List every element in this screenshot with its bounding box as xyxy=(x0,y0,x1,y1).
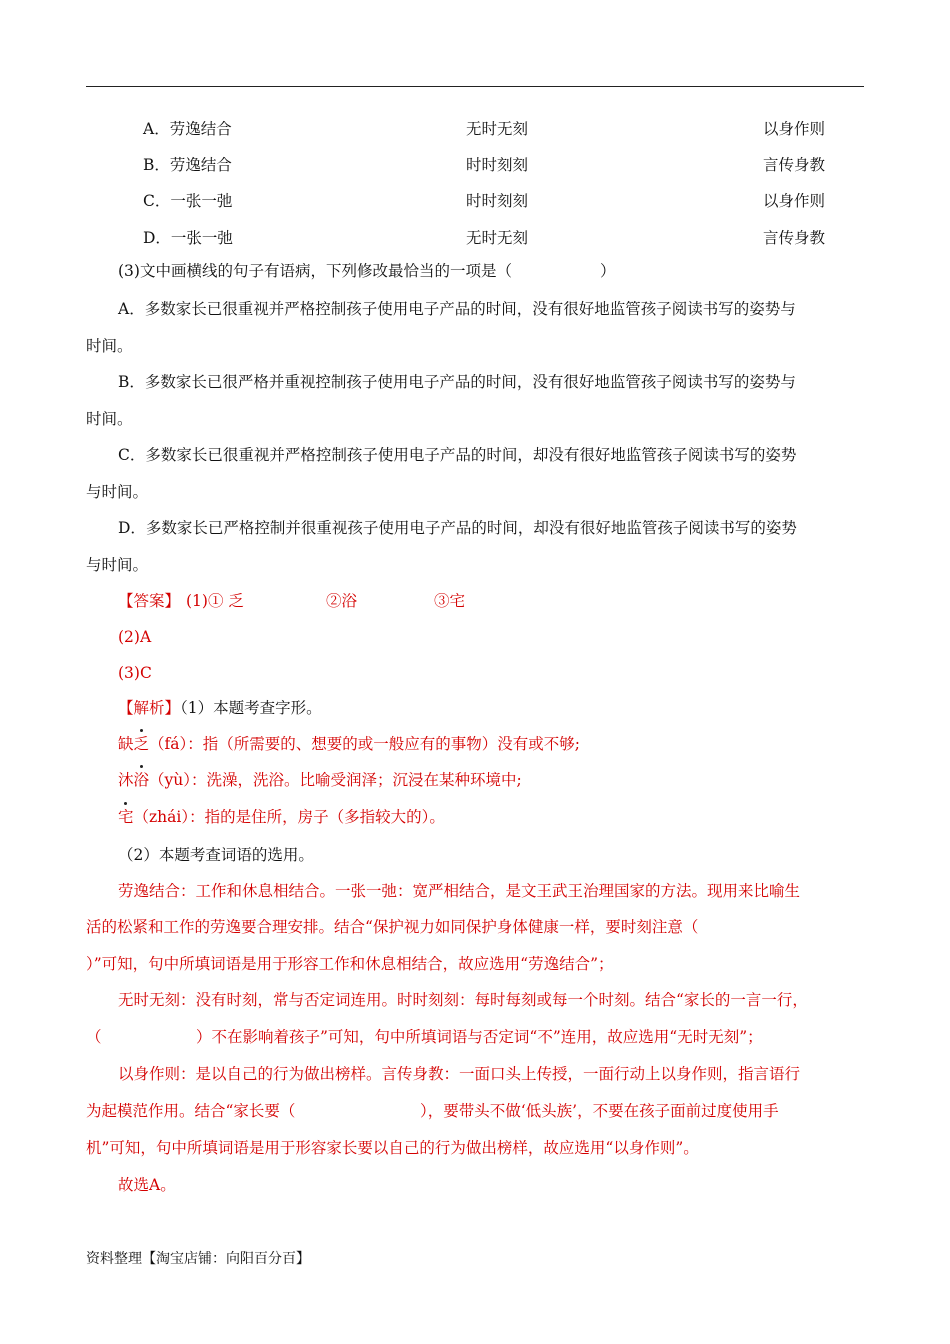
analysis-part-2-heading: （2）本题考查词语的选用。 xyxy=(118,846,314,864)
q3-option-a-line1: A．多数家长已很重视并严格控制孩子使用电子产品的时间，没有很好地监管孩子阅读书写的姿势与 xyxy=(118,300,796,318)
analysis-line-5-open: （ xyxy=(86,1028,102,1046)
option-b-third: 言传身教 xyxy=(763,156,826,174)
option-b-first: B．劳逸结合 xyxy=(143,156,232,174)
word-1-definition: （fá）：指（所需要的、想要的或一般应有的事物）没有或不够; xyxy=(149,735,580,753)
analysis-line-6: 以身作则：是以自己的行为做出榜样。言传身教：一面口头上传授，一面行动上以身作则，指言语行 xyxy=(118,1065,801,1083)
analysis-line-5: ）不在影响着孩子”可知，句中所填词语与否定词“不”连用，故应选用“无时无刻”； xyxy=(196,1028,763,1046)
word-1-prefix: 缺 xyxy=(118,735,134,753)
q3-option-d-line2: 与时间。 xyxy=(86,556,149,574)
option-row-d xyxy=(0,226,950,250)
word-3-line xyxy=(118,805,445,829)
analysis-line-2: 活的松紧和工作的劳逸要合理安排。结合“保护视力如同保护身体健康一样，要时刻注意（ xyxy=(86,918,699,936)
q3-option-c-line1: C．多数家长已很重视并严格控制孩子使用电子产品的时间，却没有很好地监管孩子阅读书写的姿势 xyxy=(118,446,797,464)
option-d-first: D．一张一弛 xyxy=(143,229,233,247)
q3-option-b-line2: 时间。 xyxy=(86,410,133,428)
option-a-third: 以身作则 xyxy=(763,120,826,138)
question-3-close-paren: ） xyxy=(600,262,616,280)
analysis-label: 【解析】 xyxy=(118,699,181,717)
analysis-line-8: 机”可知，句中所填词语是用于形容家长要以自己的行为做出榜样，故应选用“以身作则”。 xyxy=(86,1139,699,1157)
word-3-definition: （zhái）：指的是住所，房子（多指较大的）。 xyxy=(133,808,445,826)
q3-option-c-line2: 与时间。 xyxy=(86,483,149,501)
word-2-line xyxy=(118,768,522,792)
answer-1-third: ③宅 xyxy=(434,592,466,610)
option-row-c xyxy=(0,189,950,213)
analysis-conclusion: 故选A。 xyxy=(118,1176,176,1194)
analysis-line-4: 无时无刻：没有时刻，常与否定词连用。时时刻刻：每时每刻或每一个时刻。结合“家长的一言一行， xyxy=(118,991,808,1009)
analysis-heading xyxy=(118,696,322,720)
q3-option-a-line2: 时间。 xyxy=(86,337,133,355)
word-2-definition: （yù）：洗澡，洗浴。比喻受润泽；沉浸在某种环境中; xyxy=(149,771,522,789)
option-row-b xyxy=(0,153,950,177)
analysis-line-1: 劳逸结合：工作和休息相结合。一张一弛：宽严相结合，是文王武王治理国家的方法。现用来比喻生 xyxy=(118,882,801,900)
footer-credit: 资料整理【淘宝店铺：向阳百分百】 xyxy=(86,1251,310,1267)
option-b-second: 时时刻刻 xyxy=(466,156,529,174)
answer-1-second: ②浴 xyxy=(326,592,358,610)
word-1-line xyxy=(118,732,580,756)
option-row-a xyxy=(0,117,950,141)
header-rule xyxy=(86,86,864,87)
answer-label: 【答案】 xyxy=(118,592,181,610)
option-c-second: 时时刻刻 xyxy=(466,192,529,210)
analysis-intro: （1）本题考查字形。 xyxy=(180,699,322,717)
analysis-line-7-start: 为起模范作用。结合“家长要（ xyxy=(86,1102,296,1120)
q3-option-d-line1: D．多数家长已严格控制并很重视孩子使用电子产品的时间，却没有很好地监管孩子阅读书写的姿势 xyxy=(118,519,797,537)
word-1-dotted-char: 乏 xyxy=(134,732,150,756)
word-2-prefix: 沐 xyxy=(118,771,134,789)
question-3-stem: (3)文中画横线的句子有语病，下列修改最恰当的一项是（ xyxy=(118,262,512,280)
analysis-line-3: ）”可知，句中所填词语是用于形容工作和休息相结合，故应选用“劳逸结合”； xyxy=(86,955,614,973)
option-a-second: 无时无刻 xyxy=(466,120,529,138)
q3-option-b-line1: B．多数家长已很严格并重视控制孩子使用电子产品的时间，没有很好地监管孩子阅读书写的姿势与 xyxy=(118,373,796,391)
option-c-third: 以身作则 xyxy=(763,192,826,210)
option-a-first: A．劳逸结合 xyxy=(143,120,232,138)
answer-1-first: (1)① 乏 xyxy=(186,592,244,610)
answer-2: (2)A xyxy=(118,628,152,646)
analysis-line-7-end: ），要带头不做‘低头族’，不要在孩子面前过度使用手 xyxy=(420,1102,779,1120)
word-3-dotted-char: 宅 xyxy=(118,805,134,829)
word-2-dotted-char: 浴 xyxy=(134,768,150,792)
option-d-second: 无时无刻 xyxy=(466,229,529,247)
answer-3: (3)C xyxy=(118,664,152,682)
option-d-third: 言传身教 xyxy=(763,229,826,247)
option-c-first: C．一张一弛 xyxy=(143,192,233,210)
